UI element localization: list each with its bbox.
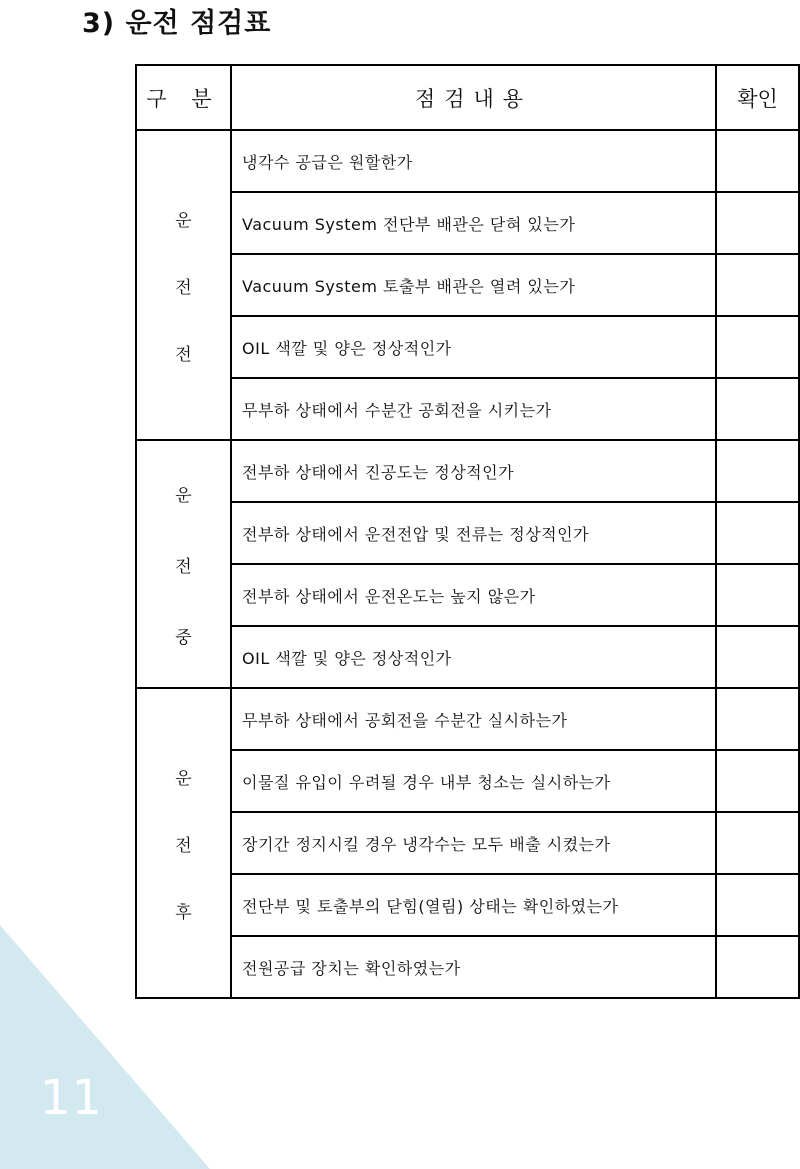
table-row [136, 936, 799, 998]
stage-char: 운 [175, 485, 192, 506]
table-row [136, 874, 799, 936]
table-row [136, 750, 799, 812]
check-item: 이물질 유입이 우려될 경우 내부 청소는 실시하는가 [231, 750, 716, 812]
check-item: 전원공급 장치는 확인하였는가 [231, 936, 716, 998]
check-item: 전단부 및 토출부의 닫힘(열림) 상태는 확인하였는가 [231, 874, 716, 936]
header-content: 점검내용 [231, 65, 716, 130]
table-row [136, 502, 799, 564]
table-row [136, 688, 799, 750]
header-confirm: 확인 [716, 65, 799, 130]
confirm-cell[interactable] [716, 440, 799, 502]
confirm-cell[interactable] [716, 502, 799, 564]
stage-char: 전 [175, 344, 192, 365]
confirm-cell[interactable] [716, 688, 799, 750]
table-row [136, 254, 799, 316]
confirm-cell[interactable] [716, 192, 799, 254]
check-item: 무부하 상태에서 공회전을 수분간 실시하는가 [231, 688, 716, 750]
check-item: 전부하 상태에서 진공도는 정상적인가 [231, 440, 716, 502]
confirm-cell[interactable] [716, 626, 799, 688]
check-item: 냉각수 공급은 원할한가 [231, 130, 716, 192]
stage-char: 전 [175, 556, 192, 577]
check-item: Vacuum System 전단부 배관은 닫혀 있는가 [231, 192, 716, 254]
table-row [136, 316, 799, 378]
confirm-cell[interactable] [716, 936, 799, 998]
confirm-cell[interactable] [716, 130, 799, 192]
check-item: OIL 색깔 및 양은 정상적인가 [231, 626, 716, 688]
stage-before-operation [136, 130, 231, 440]
table-row [136, 378, 799, 440]
stage-during-operation [136, 440, 231, 688]
stage-char: 중 [175, 627, 192, 648]
confirm-cell[interactable] [716, 874, 799, 936]
confirm-cell[interactable] [716, 812, 799, 874]
confirm-cell[interactable] [716, 750, 799, 812]
table-row [136, 192, 799, 254]
table-row [136, 564, 799, 626]
confirm-cell[interactable] [716, 316, 799, 378]
stage-char: 운 [175, 768, 192, 789]
stage-char: 운 [175, 210, 192, 231]
table-row [136, 812, 799, 874]
confirm-cell[interactable] [716, 254, 799, 316]
page-number: 11 [40, 1070, 104, 1126]
check-item: 장기간 정지시킬 경우 냉각수는 모두 배출 시켰는가 [231, 812, 716, 874]
stage-char: 후 [175, 902, 192, 923]
table-row [136, 440, 799, 502]
header-category: 구 분 [136, 65, 231, 130]
check-item: 무부하 상태에서 수분간 공회전을 시키는가 [231, 378, 716, 440]
check-item: 전부하 상태에서 운전온도는 높지 않은가 [231, 564, 716, 626]
stage-char: 전 [175, 277, 192, 298]
confirm-cell[interactable] [716, 378, 799, 440]
table-row [136, 626, 799, 688]
table-row [136, 130, 799, 192]
check-item: 전부하 상태에서 운전전압 및 전류는 정상적인가 [231, 502, 716, 564]
confirm-cell[interactable] [716, 564, 799, 626]
header-row [136, 65, 799, 130]
operation-checklist-table [135, 64, 800, 999]
page-title: 3) 운전 점검표 [82, 8, 272, 39]
stage-after-operation [136, 688, 231, 998]
check-item: Vacuum System 토출부 배관은 열려 있는가 [231, 254, 716, 316]
check-item: OIL 색깔 및 양은 정상적인가 [231, 316, 716, 378]
stage-char: 전 [175, 835, 192, 856]
